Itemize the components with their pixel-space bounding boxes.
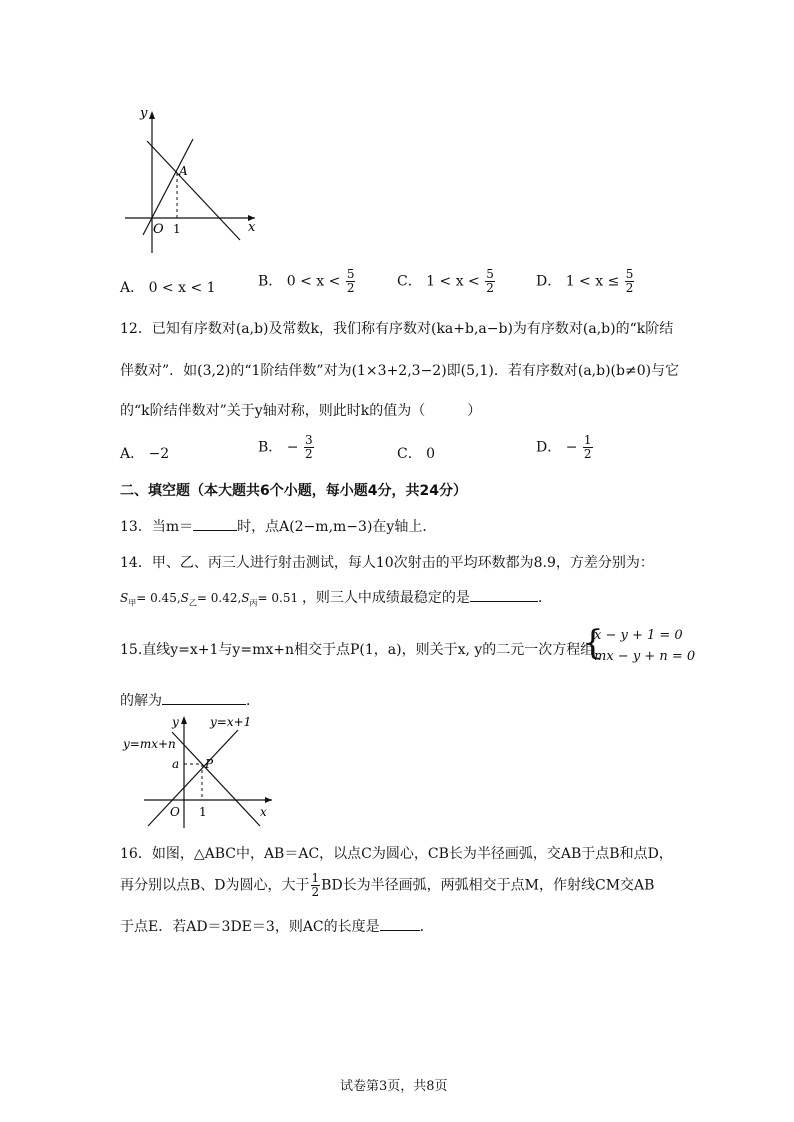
graph2-tick-1: 1	[199, 805, 207, 819]
q14-variance-sub-2: 乙	[188, 598, 197, 608]
q16-line-2	[120, 872, 654, 899]
graph2-line2-label: y=mx+n	[123, 737, 176, 751]
q16-line-3-text: 于点E．若AD＝3DE＝3，则AC的长度是	[120, 919, 380, 935]
q16-fraction: $\frac{1}{2}$	[311, 871, 320, 899]
graph2-y-label: y	[172, 715, 179, 729]
q13-line	[120, 516, 436, 536]
q15-end-punct: ．	[246, 693, 260, 709]
q13-blank	[193, 518, 237, 531]
q12-option-a-text: −2	[148, 446, 170, 462]
graph1-origin-label: O	[153, 222, 164, 237]
q12-option-a-letter: A．	[120, 446, 145, 462]
q14-variance-value-2: = 0.42,	[196, 591, 242, 605]
graph2-a-label: a	[172, 757, 180, 771]
q11-option-c	[397, 268, 496, 295]
graph-two-lines-p	[120, 712, 280, 830]
q14-variance-value-3: = 0.51	[257, 591, 299, 605]
q11-option-c-text: 1 < x <	[426, 273, 480, 290]
q11-option-d-fraction: $\frac{5}{2}$	[625, 267, 634, 295]
graph1-point-a-label: A	[179, 164, 188, 178]
q14-variance-symbol-3: S	[241, 591, 250, 605]
q15-system-brace: {	[582, 623, 604, 663]
q13-text-before: 13．当m＝	[120, 519, 194, 535]
q11-option-a-letter: A．	[120, 280, 145, 296]
q11-option-c-fraction: $\frac{5}{2}$	[486, 267, 494, 295]
q12-option-d-letter: D．	[536, 439, 562, 456]
page-footer: 试卷第3页，共8页	[340, 1079, 448, 1094]
section-2-title: 二、填空题（本大题共6个小题，每小题4分，共24分）	[120, 483, 467, 499]
q11-option-d-letter: D．	[536, 273, 562, 290]
q14-tail-text: ，则三人中成绩最稳定的是	[301, 590, 470, 606]
q15-equation-2: mx − y + n = 0	[594, 649, 696, 664]
q12-option-c	[397, 443, 435, 463]
q15-answer-prefix: 的解为	[120, 693, 162, 709]
graph2-origin-label: O	[170, 805, 180, 819]
graph1-y-label: y	[140, 106, 148, 121]
q14-line-1: 14．甲、乙、丙三人进行射击测试，每人10次射击的平均环数都为8.9，方差分别为：	[120, 555, 654, 571]
q14-blank	[470, 589, 538, 602]
q16-line-2-end: BD长为半径画弧，两弧相交于点M，作射线CM交AB	[321, 877, 655, 894]
q11-option-a	[120, 277, 216, 297]
q13-text-after: 时，点A(2−m,m−3)在y轴上．	[237, 519, 437, 535]
q12-option-b-text: −	[286, 439, 299, 456]
q16-end-punct: ．	[419, 919, 434, 935]
q12-option-b-fraction: $\frac{3}{2}$	[304, 433, 313, 461]
q15-equation-1: x − y + 1 = 0	[594, 628, 683, 643]
q12-option-d-text: −	[565, 439, 578, 456]
q12-option-b-letter: B．	[258, 439, 283, 456]
graph2-line1-label: y=x+1	[210, 715, 252, 729]
q11-option-b-text: 0 < x <	[286, 273, 341, 290]
q12-option-b	[258, 434, 315, 461]
q12-line-3: 的“k阶结伴数对”关于y轴对称，则此时k的值为（ ）	[120, 403, 482, 419]
q16-line-1: 16．如图，△ABC中，AB＝AC，以点C为圆心，CB长为半径画弧，交AB于点B和点D，	[120, 846, 673, 862]
q11-option-d	[536, 268, 635, 295]
graph1-x-label: x	[248, 220, 256, 235]
q14-variance-value-1: = 0.45,	[136, 591, 181, 605]
q12-option-c-text: 0	[426, 446, 436, 462]
q11-option-b-letter: B．	[258, 273, 283, 290]
q11-option-d-text: 1 < x ≤	[565, 273, 620, 290]
q12-option-c-letter: C．	[397, 446, 422, 462]
q14-end-punct: ．	[537, 590, 552, 606]
graph-linear-intersection-a	[115, 103, 265, 258]
q11-option-c-letter: C．	[397, 273, 422, 290]
q15-line-1: 15.直线y=x+1与y=mx+n相交于点P(1，a)，则关于x, y的二元一次方程组	[120, 642, 595, 658]
q16-line-3	[120, 916, 434, 936]
q12-option-d-fraction: $\frac{1}{2}$	[583, 433, 592, 461]
q16-line-2-start: 再分别以点B、D为圆心，大于	[120, 877, 310, 894]
q12-line-1: 12．已知有序数对(a,b)及常数k，我们称有序数对(ka+b,a−b)为有序数对(a,b)的“k阶结	[120, 321, 674, 337]
graph2-x-label: x	[260, 805, 267, 819]
q15-blank	[162, 692, 246, 705]
q12-line-2: 伴数对”．如(3,2)的“1阶结伴数”对为(1×3+2,3−2)即(5,1)．若有序数对(a,b)(b≠0)与它	[120, 363, 680, 379]
q16-blank	[380, 918, 420, 931]
q14-line-2	[120, 587, 552, 608]
q15-line-2	[120, 690, 260, 710]
q12-option-a	[120, 443, 169, 463]
q14-variance-sub-3: 丙	[249, 598, 258, 608]
q14-variance-symbol-2: S	[180, 591, 189, 605]
q11-option-b-fraction: $\frac{5}{2}$	[346, 267, 355, 295]
graph1-tick-1: 1	[173, 222, 181, 236]
q14-variance-symbol-1: S	[120, 591, 129, 605]
q11-option-b	[258, 268, 356, 295]
q12-option-d	[536, 434, 594, 461]
q11-option-a-text: 0 < x < 1	[148, 280, 216, 296]
graph2-p-label: P	[205, 757, 214, 771]
q14-variance-sub-1: 甲	[128, 598, 137, 608]
